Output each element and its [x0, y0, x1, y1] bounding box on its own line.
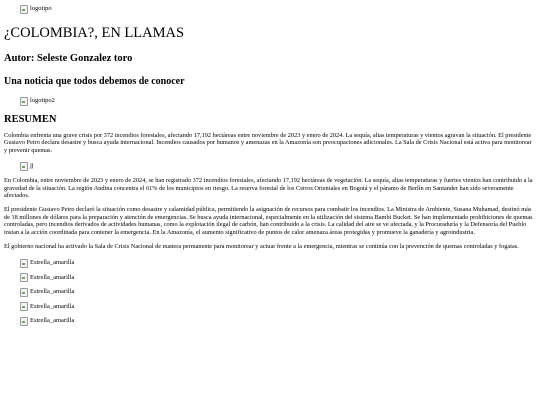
logo2-image: [20, 96, 536, 106]
broken-image-icon: [20, 302, 28, 311]
broken-image-icon: [20, 97, 28, 106]
summary-intro: Colombia enfrenta una grave crisis por 372 incendios forestales, afectando 17,192 hectáreas entre noviembre de 2023 y enero de 2024. La sequía, altas temperaturas y vientos agravan la situación. El presidente Gustavo Petro declara desastre y busca ayuda internacional. Incendios causados por humanos y amenazas en la Amazonía son preocupaciones adicionales. La Sala de Crisis Nacional está activa para monitorear y prevenir quemas.: [4, 132, 532, 154]
star-rating: [4, 258, 536, 326]
article-paragraph-1: En Colombia, entre noviembre de 2023 y enero de 2024, se han registrado 372 incendios forestales, afectando 17,192 hectáreas de vegetación. La sequía, altas temperaturas y fuertes vientos han contribuido a la gravedad de la situación. La región Andina concentra el 61% de los municipios en riesgo. La reserva forestal de los Cerros Orientales en Bogotá y el páramo de Berlín en Santander han sido severamente afectados.: [4, 177, 533, 200]
tagline-heading: Una noticia que todos debemos de conocer: [4, 76, 185, 87]
broken-image-icon: [20, 5, 28, 14]
broken-image-icon: [20, 259, 28, 268]
article-paragraph-2: El presidente Gustavo Petro declaró la situación como desastre y calamidad pública, permitiendo la asignación de recursos para combatir los incendios. La Ministra de Ambiente, Susana Muhamad, destinó más de 18 millones de dólares para la preparación y atención de emergencias. Se busca ayuda internacional, especialmente en la utilización del sistema Bambi Bucket. Se han implementado prohibiciones de quemas controladas, pero incendios derivados de actividades humanas, como la explotación ilegal de carbón, han contribuido a la crisis. La calidad del aire se ve afectada, y la Procuraduría y la Defensoría del Pueblo instan a la acción coordinada para contener la emergencia. En la Amazonía, el aumento significativo de puntos de calor amenaza áreas protegidas y promueve la ganadería y agroindustria.: [4, 206, 533, 236]
star-image: [20, 273, 536, 283]
summary-heading: RESUMEN: [4, 114, 57, 125]
star-image: [20, 287, 536, 297]
star-image: [20, 302, 536, 312]
broken-image-icon: [20, 288, 28, 297]
star-alt-text: Estrella_amarilla: [30, 317, 75, 325]
page-title: ¿COLOMBIA?, EN LLAMAS: [4, 25, 185, 41]
broken-image-icon: [20, 162, 28, 171]
star-alt-text: Estrella_amarilla: [30, 273, 75, 281]
broken-image-icon: [20, 273, 28, 282]
article-image-alt-text: jj: [30, 162, 34, 170]
star-image: [20, 316, 536, 326]
author-heading: Autor: Seleste Gonzalez toro: [4, 53, 133, 64]
article-image: [20, 161, 536, 171]
star-image: [20, 258, 536, 268]
broken-image-icon: [20, 317, 28, 326]
logo2-alt-text: logotipo2: [30, 97, 55, 104]
article-paragraph-3: El gobierno nacional ha activado la Sala de Crisis Nacional de manera permanente para monitorear y actuar frente a la emergencia, mientras se continúa con la prevención de quemas controladas y fogatas.: [4, 243, 519, 251]
star-alt-text: Estrella_amarilla: [30, 259, 75, 267]
logo-alt-text: logotipo: [30, 5, 52, 12]
star-alt-text: Estrella_amarilla: [30, 302, 75, 310]
star-alt-text: Estrella_amarilla: [30, 288, 75, 296]
logo-image: [20, 4, 536, 14]
